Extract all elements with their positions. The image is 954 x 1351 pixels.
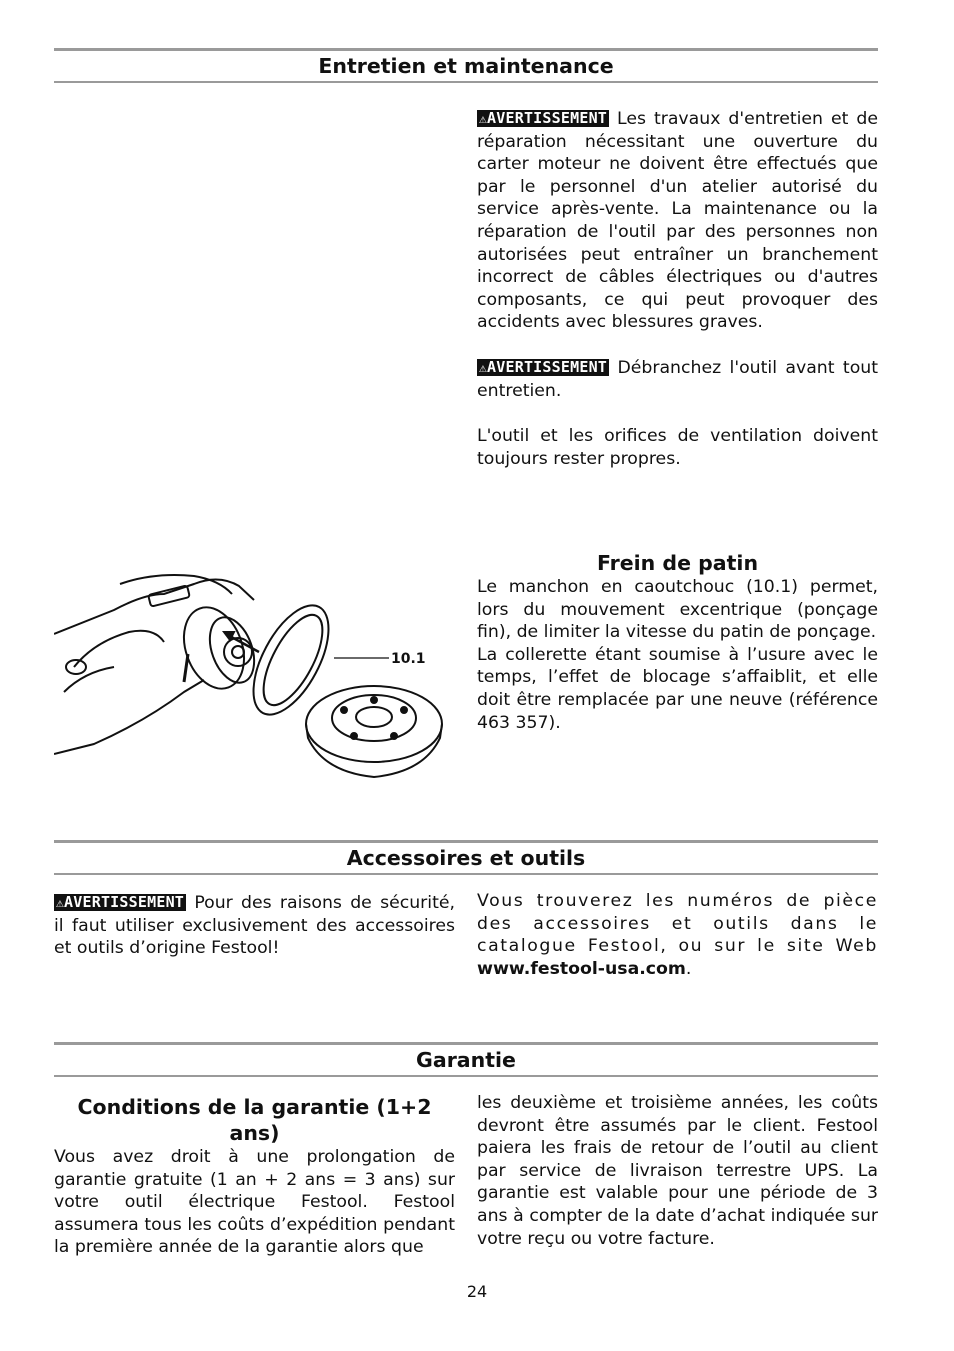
warning-triangle-icon: ⚠: [479, 360, 488, 376]
maintenance-warning-text: Les travaux d'entretien et de réparation nécessitant une ouverture du carter moteur ne doivent être effectués que par le personnel d'un atelier autorisé du service après-vente. La maintenance ou la réparation de l'outil par des personnes non autorisées peut entraîner un branchement incorrect de câbles électriques ou d'autres composants, ce qui peut provoquer des accidents avec blessures graves.: [477, 109, 878, 333]
warranty-right-column: [477, 1092, 878, 1250]
brake-paragraph-2: La collerette étant soumise à l’usure avec le temps, l’effet de blocage s’affaiblit, et elle doit être remplacée par une neuve (référence 463 357).: [477, 644, 878, 733]
maintenance-warning-paragraph: [477, 108, 878, 334]
page-number: 24: [466, 1282, 488, 1301]
brake-text-column: [477, 550, 878, 734]
festool-website-link[interactable]: www.festool-usa.com: [477, 958, 686, 979]
brake-heading: Frein de patin: [596, 551, 759, 575]
section-heading-maintenance: Entretien et maintenance: [54, 48, 878, 83]
accessories-warning-paragraph: [54, 892, 455, 960]
accessories-warning-column: [54, 892, 455, 960]
warning-badge: ⚠AVERTISSEMENT: [479, 357, 608, 376]
accessories-info-paragraph: Vous trouverez les numéros de pièce des accessoires et outils dans le catalogue Festool, ou sur le site Web www.festool-usa.com.: [477, 891, 878, 979]
warning-triangle-icon: ⚠: [479, 112, 488, 127]
warranty-left-column: [54, 1094, 455, 1259]
section-heading-accessories: Accessoires et outils: [54, 840, 878, 875]
warning-triangle-icon: ⚠: [56, 896, 65, 911]
warranty-left-text: Vous avez droit à une prolongation de garantie gratuite (1 an + 2 ans = 3 ans) sur votre outil électrique Festool. Festool assumera tous les coûts d’expédition pendant la première année de la garantie alors que: [54, 1147, 455, 1258]
accessories-info-column: [477, 890, 878, 980]
warranty-subheading: Conditions de la garantie (1+2 ans): [77, 1095, 432, 1145]
accessories-info-text: Vous trouverez les numéros de pièce des accessoires et outils dans le catalogue Festool, ou sur le site Web: [477, 891, 878, 957]
warranty-right-text: les deuxième et troisième années, les coûts devront être assumés par le client. Festool paiera les frais de retour de l’outil au client par service de livraison terrestre UPS. La garantie est valable pour une période de 3 ans à compter de la date d’achat indiquée sur votre reçu ou votre facture.: [477, 1093, 878, 1249]
warning-badge: ⚠AVERTISSEMENT: [56, 893, 185, 911]
warning-badge: ⚠AVERTISSEMENT: [479, 109, 608, 127]
accessories-warning-text: Pour des raisons de sécurité, il faut utiliser exclusivement des accessoires et outils d’origine Festool!: [54, 893, 455, 959]
callout-label-10-1: 10.1: [391, 651, 426, 667]
unplug-warning-paragraph: [477, 357, 878, 402]
section-heading-warranty: Garantie: [54, 1042, 878, 1077]
brake-paragraph-1: Le manchon en caoutchouc (10.1) permet, lors du mouvement excentrique (ponçage fin), de limiter la vitesse du patin de ponçage.: [477, 577, 878, 643]
sanding-pad: [306, 686, 442, 777]
maintenance-text-column: [477, 108, 878, 470]
pad-brake-figure: [54, 572, 454, 784]
unplug-warning-text: Débranchez l'outil avant tout entretien.: [477, 357, 878, 401]
cleanliness-paragraph: L'outil et les orifices de ventilation doivent toujours rester propres.: [477, 426, 878, 469]
sander-illustration: [54, 575, 262, 754]
